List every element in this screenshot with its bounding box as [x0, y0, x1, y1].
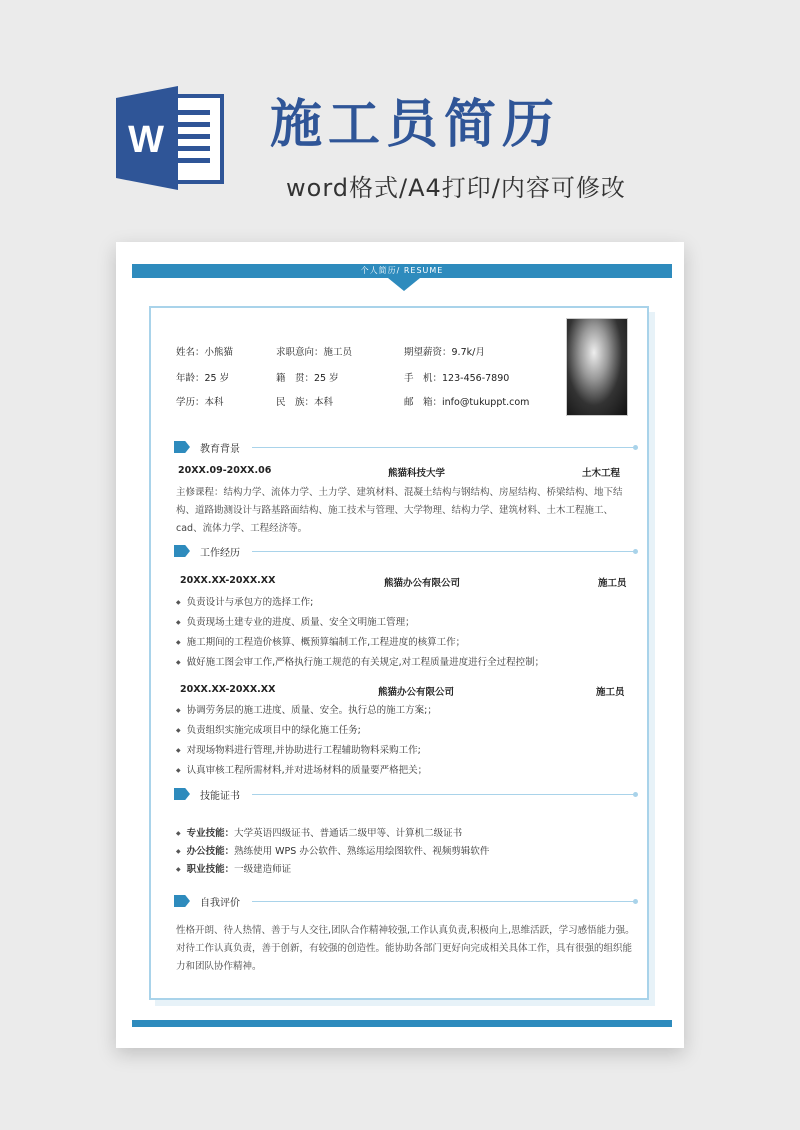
section-divider: [252, 901, 636, 902]
section-self-eval: [174, 894, 636, 908]
job-period: 20XX.XX-20XX.XX: [180, 684, 276, 695]
skill-item: ◆ 办公技能：熟练使用 WPS 办公软件、熟练运用绘图软件、视频剪辑软件: [176, 843, 489, 857]
info-salary: 期望薪资：9.7k/月: [404, 347, 485, 358]
info-email: 邮 箱：info@tukuppt.com: [404, 397, 530, 408]
section-title: 教育背景: [200, 444, 240, 455]
resume-paper: [116, 242, 684, 1048]
section-arrow-icon: [174, 895, 190, 907]
job-duty: ◆ 做好施工图会审工作,严格执行施工规范的有关规定,对工程质量进度进行全过程控制；: [176, 654, 544, 668]
profile-photo: [566, 318, 628, 416]
info-name: 姓名：小熊猫: [176, 347, 234, 358]
edu-period: 20XX.09-20XX.06: [178, 465, 272, 476]
job-company: 熊猫办公有限公司: [384, 578, 461, 589]
section-arrow-icon: [174, 788, 190, 800]
section-arrow-icon: [174, 441, 190, 453]
edu-courses: 主修课程：结构力学、流体力学、土力学、建筑材料、混凝土结构与钢结构、房屋结构、桥梁结构、地下结构、道路勘测设计与路基路面结构、施工技术与管理、大学物理、结构力学、建筑材料、土木工程施工、cad、流体力学、工程经济等。: [176, 487, 623, 534]
info-education: 学历：本科: [176, 397, 224, 408]
job-duty: ◆ 负责设计与承包方的选择工作;: [176, 594, 313, 608]
job-position: 施工员: [598, 578, 627, 589]
job-duty: ◆ 对现场物料进行管理,并协助进行工程辅助物料采购工作;: [176, 742, 421, 756]
section-skills: [174, 787, 636, 801]
bottom-band: [132, 1020, 672, 1027]
page-subtitle: word格式/A4打印/内容可修改: [286, 174, 626, 202]
section-dot: [633, 549, 638, 554]
edu-school: 熊猫科技大学: [388, 468, 446, 479]
job-position: 施工员: [596, 687, 625, 698]
section-education: [174, 440, 636, 454]
info-ethnicity: 民 族：本科: [276, 397, 334, 408]
job-duty: ◆ 负责组织实施完成项目中的绿化施工任务;: [176, 722, 361, 736]
section-dot: [633, 792, 638, 797]
top-notch: [388, 278, 420, 291]
job-duty: ◆ 施工期间的工程造价核算、概预算编制工作,工程进度的核算工作；: [176, 634, 465, 648]
section-title: 工作经历: [200, 548, 240, 559]
section-title: 技能证书: [200, 791, 240, 802]
job-company: 熊猫办公有限公司: [378, 687, 455, 698]
word-icon: [116, 86, 224, 190]
job-duty: ◆ 负责现场土建专业的进度、质量、安全文明施工管理；: [176, 614, 415, 628]
info-hometown: 籍 贯：25 岁: [276, 373, 339, 384]
page-title: 施工员简历: [270, 95, 561, 155]
band-label: 个人简历/ RESUME: [360, 266, 444, 275]
section-dot: [633, 445, 638, 450]
section-dot: [633, 899, 638, 904]
edu-major: 土木工程: [582, 468, 621, 479]
self-eval-text: 性格开朗、待人热情、善于与人交往,团队合作精神较强,工作认真负责,积极向上,思维活跃，学习感悟能力强。对待工作认真负责，善于创新，有较强的创造性。能协助各部门更好向完成相关具体工作，具有很强的组织能力和团队协作精神。: [176, 925, 635, 972]
section-work: [174, 544, 636, 558]
section-divider: [252, 794, 636, 795]
skill-item: ◆ 专业技能：大学英语四级证书、普通话二级甲等、计算机二级证书: [176, 825, 462, 839]
top-band: [132, 264, 672, 278]
job-duty: ◆ 协调劳务层的施工进度、质量、安全。执行总的施工方案;；: [176, 702, 437, 716]
info-age: 年龄：25 岁: [176, 373, 230, 384]
section-divider: [252, 447, 636, 448]
section-divider: [252, 551, 636, 552]
info-objective: 求职意向：施工员: [276, 347, 353, 358]
section-title: 自我评价: [200, 898, 240, 909]
skill-item: ◆ 职业技能：一级建造师证: [176, 861, 291, 875]
info-phone: 手 机：123-456-7890: [404, 373, 510, 384]
section-arrow-icon: [174, 545, 190, 557]
svg-text:W: W: [128, 119, 164, 161]
job-duty: ◆ 认真审核工程所需材料,并对进场材料的质量要严格把关；: [176, 762, 427, 776]
job-period: 20XX.XX-20XX.XX: [180, 575, 276, 586]
